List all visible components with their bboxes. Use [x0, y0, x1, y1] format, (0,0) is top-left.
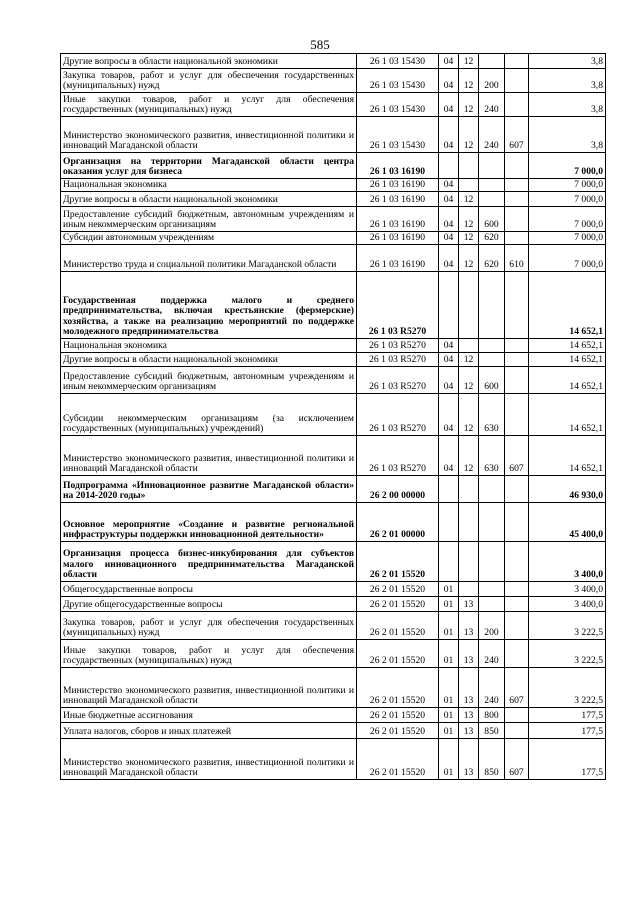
row-amount: 177,5	[529, 739, 606, 780]
row-administrator	[505, 367, 529, 394]
row-amount: 3 222,5	[529, 640, 606, 668]
row-name: Иные закупки товаров, работ и услуг для обеспечения государственных (муниципальных) нужд	[61, 93, 357, 117]
row-section: 04	[439, 192, 459, 207]
row-section: 01	[439, 668, 459, 708]
row-expense-type: 850	[479, 739, 505, 780]
row-administrator	[505, 582, 529, 597]
row-name: Предоставление субсидий бюджетным, автономным учреждениям и иным некоммерческим организациям	[61, 207, 357, 232]
row-amount: 14 652,1	[529, 272, 606, 339]
row-subsection	[459, 153, 479, 179]
row-amount: 3 400,0	[529, 542, 606, 582]
row-administrator	[505, 69, 529, 93]
row-amount: 3 222,5	[529, 668, 606, 708]
row-expense-type	[479, 542, 505, 582]
row-code: 26 1 03 R5270	[357, 394, 439, 436]
row-code: 26 1 03 R5270	[357, 436, 439, 476]
row-name: Субсидии автономным учреждениям	[61, 232, 357, 245]
row-code: 26 1 03 16190	[357, 153, 439, 179]
row-code: 26 1 03 16190	[357, 207, 439, 232]
row-expense-type	[479, 339, 505, 353]
row-code: 26 1 03 R5270	[357, 353, 439, 367]
row-code: 26 1 03 15430	[357, 93, 439, 117]
row-code: 26 2 01 15520	[357, 668, 439, 708]
row-subsection: 12	[459, 192, 479, 207]
row-subsection	[459, 179, 479, 192]
table-row	[61, 542, 606, 582]
row-amount: 7 000,0	[529, 245, 606, 272]
row-amount: 46 930,0	[529, 476, 606, 503]
row-subsection	[459, 542, 479, 582]
row-subsection: 12	[459, 207, 479, 232]
row-code: 26 2 01 00000	[357, 503, 439, 542]
row-administrator	[505, 232, 529, 245]
row-code: 26 2 01 15520	[357, 708, 439, 723]
row-subsection: 12	[459, 367, 479, 394]
row-administrator	[505, 272, 529, 339]
row-expense-type: 800	[479, 708, 505, 723]
row-amount: 3,8	[529, 93, 606, 117]
row-name: Основное мероприятие «Создание и развитие региональной инфраструктуры поддержки инновационной деятельности»	[61, 503, 357, 542]
row-code: 26 1 03 R5270	[357, 339, 439, 353]
row-amount: 14 652,1	[529, 353, 606, 367]
table-row	[61, 245, 606, 272]
row-expense-type	[479, 179, 505, 192]
row-administrator: 607	[505, 436, 529, 476]
row-expense-type: 240	[479, 640, 505, 668]
row-amount: 177,5	[529, 708, 606, 723]
row-amount: 7 000,0	[529, 232, 606, 245]
row-administrator	[505, 353, 529, 367]
row-section: 01	[439, 739, 459, 780]
row-code: 26 2 01 15520	[357, 542, 439, 582]
row-administrator	[505, 612, 529, 640]
row-code: 26 2 01 15520	[357, 739, 439, 780]
row-expense-type	[479, 192, 505, 207]
row-section: 01	[439, 612, 459, 640]
row-code: 26 2 01 15520	[357, 597, 439, 612]
row-amount: 3 222,5	[529, 612, 606, 640]
row-section: 04	[439, 436, 459, 476]
row-section: 04	[439, 339, 459, 353]
table-row	[61, 708, 606, 723]
row-name: Организация на территории Магаданской области центра оказания услуг для бизнеса	[61, 153, 357, 179]
row-section: 04	[439, 117, 459, 153]
row-section: 01	[439, 597, 459, 612]
row-administrator: 607	[505, 117, 529, 153]
row-name: Другие вопросы в области национальной экономики	[61, 192, 357, 207]
row-subsection: 12	[459, 232, 479, 245]
row-amount: 7 000,0	[529, 207, 606, 232]
row-subsection	[459, 476, 479, 503]
row-subsection: 12	[459, 69, 479, 93]
row-section: 01	[439, 723, 459, 739]
row-administrator	[505, 503, 529, 542]
row-amount: 177,5	[529, 723, 606, 739]
row-subsection: 13	[459, 739, 479, 780]
row-subsection: 12	[459, 436, 479, 476]
budget-table	[60, 53, 606, 780]
table-row	[61, 436, 606, 476]
table-row	[61, 367, 606, 394]
row-name: Министерство труда и социальной политики Магаданской области	[61, 245, 357, 272]
table-row	[61, 739, 606, 780]
row-name: Министерство экономического развития, инвестиционной политики и инноваций Магаданской области	[61, 739, 357, 780]
row-name: Иные закупки товаров, работ и услуг для обеспечения государственных (муниципальных) нужд	[61, 640, 357, 668]
row-amount: 3 400,0	[529, 582, 606, 597]
row-administrator	[505, 723, 529, 739]
row-administrator	[505, 542, 529, 582]
row-code: 26 2 00 00000	[357, 476, 439, 503]
row-subsection	[459, 503, 479, 542]
row-code: 26 2 01 15520	[357, 582, 439, 597]
row-section	[439, 476, 459, 503]
row-code: 26 1 03 16190	[357, 192, 439, 207]
table-row	[61, 179, 606, 192]
row-administrator	[505, 153, 529, 179]
table-row	[61, 503, 606, 542]
row-expense-type: 600	[479, 367, 505, 394]
row-name: Субсидии некоммерческим организациям (за исключением государственных (муниципальных) учреждений)	[61, 394, 357, 436]
row-name: Министерство экономического развития, инвестиционной политики и инноваций Магаданской области	[61, 436, 357, 476]
row-expense-type: 630	[479, 394, 505, 436]
row-expense-type	[479, 582, 505, 597]
table-row	[61, 117, 606, 153]
row-amount: 45 400,0	[529, 503, 606, 542]
row-name: Другие вопросы в области национальной экономики	[61, 353, 357, 367]
row-code: 26 1 03 R5270	[357, 272, 439, 339]
row-section: 01	[439, 640, 459, 668]
table-row	[61, 232, 606, 245]
row-subsection	[459, 272, 479, 339]
table-row	[61, 93, 606, 117]
row-code: 26 1 03 15430	[357, 117, 439, 153]
row-name: Предоставление субсидий бюджетным, автономным учреждениям и иным некоммерческим организациям	[61, 367, 357, 394]
table-row	[61, 582, 606, 597]
row-name: Организация процесса бизнес-инкубирования для субъектов малого инновационного предпринимательства Магаданской области	[61, 542, 357, 582]
row-name: Общегосударственные вопросы	[61, 582, 357, 597]
row-expense-type	[479, 503, 505, 542]
row-subsection: 13	[459, 723, 479, 739]
row-administrator	[505, 192, 529, 207]
row-amount: 3,8	[529, 54, 606, 69]
row-section: 01	[439, 582, 459, 597]
row-name: Государственная поддержка малого и среднего предпринимательства, включая крестьянские (фермерские) хозяйства, а также на реализацию мероприятий по поддержке молодежного предпринимательства	[61, 272, 357, 339]
row-expense-type: 240	[479, 93, 505, 117]
row-code: 26 1 03 16190	[357, 245, 439, 272]
row-section: 04	[439, 93, 459, 117]
row-section: 04	[439, 69, 459, 93]
row-expense-type	[479, 476, 505, 503]
row-administrator	[505, 54, 529, 69]
row-administrator	[505, 597, 529, 612]
row-expense-type: 240	[479, 117, 505, 153]
row-section	[439, 272, 459, 339]
row-expense-type	[479, 54, 505, 69]
row-amount: 7 000,0	[529, 153, 606, 179]
table-row	[61, 339, 606, 353]
table-row	[61, 192, 606, 207]
table-row	[61, 207, 606, 232]
row-expense-type: 600	[479, 207, 505, 232]
row-section	[439, 542, 459, 582]
table-row	[61, 353, 606, 367]
row-subsection: 12	[459, 245, 479, 272]
row-expense-type	[479, 597, 505, 612]
row-subsection: 13	[459, 668, 479, 708]
row-section: 04	[439, 394, 459, 436]
row-expense-type: 630	[479, 436, 505, 476]
table-row	[61, 476, 606, 503]
row-section	[439, 153, 459, 179]
row-name: Закупка товаров, работ и услуг для обеспечения государственных (муниципальных) нужд	[61, 612, 357, 640]
row-expense-type: 200	[479, 69, 505, 93]
row-amount: 14 652,1	[529, 339, 606, 353]
row-code: 26 2 01 15520	[357, 640, 439, 668]
row-name: Другие вопросы в области национальной экономики	[61, 54, 357, 69]
row-section: 01	[439, 708, 459, 723]
table-row	[61, 612, 606, 640]
row-code: 26 1 03 16190	[357, 232, 439, 245]
row-code: 26 1 03 16190	[357, 179, 439, 192]
row-subsection: 12	[459, 353, 479, 367]
row-administrator	[505, 708, 529, 723]
row-administrator	[505, 93, 529, 117]
row-name: Другие общегосударственные вопросы	[61, 597, 357, 612]
row-code: 26 2 01 15520	[357, 612, 439, 640]
row-section: 04	[439, 232, 459, 245]
row-name: Министерство экономического развития, инвестиционной политики и инноваций Магаданской области	[61, 117, 357, 153]
row-amount: 3 400,0	[529, 597, 606, 612]
row-amount: 3,8	[529, 117, 606, 153]
table-row	[61, 153, 606, 179]
row-code: 26 1 03 15430	[357, 69, 439, 93]
table-row	[61, 272, 606, 339]
table-row	[61, 597, 606, 612]
row-expense-type: 620	[479, 245, 505, 272]
row-amount: 7 000,0	[529, 179, 606, 192]
row-name: Закупка товаров, работ и услуг для обеспечения государственных (муниципальных) нужд	[61, 69, 357, 93]
table-row	[61, 394, 606, 436]
row-subsection: 13	[459, 708, 479, 723]
row-expense-type: 200	[479, 612, 505, 640]
row-section: 04	[439, 54, 459, 69]
row-name: Иные бюджетные ассигнования	[61, 708, 357, 723]
row-section: 04	[439, 245, 459, 272]
row-section	[439, 503, 459, 542]
row-administrator: 610	[505, 245, 529, 272]
row-expense-type: 620	[479, 232, 505, 245]
row-name: Подпрограмма «Инновационное развитие Магаданской области» на 2014-2020 годы»	[61, 476, 357, 503]
row-subsection: 12	[459, 93, 479, 117]
row-amount: 14 652,1	[529, 367, 606, 394]
row-subsection: 13	[459, 640, 479, 668]
row-administrator	[505, 640, 529, 668]
row-section: 04	[439, 353, 459, 367]
row-amount: 3,8	[529, 69, 606, 93]
row-administrator	[505, 394, 529, 436]
row-administrator	[505, 339, 529, 353]
table-row	[61, 69, 606, 93]
table-row	[61, 54, 606, 69]
row-expense-type: 850	[479, 723, 505, 739]
row-code: 26 1 03 15430	[357, 54, 439, 69]
row-expense-type	[479, 272, 505, 339]
row-section: 04	[439, 367, 459, 394]
row-amount: 7 000,0	[529, 192, 606, 207]
row-administrator: 607	[505, 668, 529, 708]
row-name: Уплата налогов, сборов и иных платежей	[61, 723, 357, 739]
row-expense-type	[479, 153, 505, 179]
table-row	[61, 723, 606, 739]
row-administrator: 607	[505, 739, 529, 780]
row-name: Национальная экономика	[61, 179, 357, 192]
row-subsection	[459, 339, 479, 353]
table-row	[61, 640, 606, 668]
row-section: 04	[439, 207, 459, 232]
row-expense-type	[479, 353, 505, 367]
table-row	[61, 668, 606, 708]
page-number: 585	[310, 37, 330, 52]
row-code: 26 2 01 15520	[357, 723, 439, 739]
row-amount: 14 652,1	[529, 394, 606, 436]
row-administrator	[505, 207, 529, 232]
row-expense-type: 240	[479, 668, 505, 708]
row-subsection	[459, 582, 479, 597]
row-subsection: 13	[459, 612, 479, 640]
row-administrator	[505, 179, 529, 192]
row-section: 04	[439, 179, 459, 192]
row-subsection: 12	[459, 117, 479, 153]
row-code: 26 1 03 R5270	[357, 367, 439, 394]
row-name: Национальная экономика	[61, 339, 357, 353]
row-administrator	[505, 476, 529, 503]
row-subsection: 12	[459, 54, 479, 69]
row-subsection: 13	[459, 597, 479, 612]
row-name: Министерство экономического развития, инвестиционной политики и инноваций Магаданской области	[61, 668, 357, 708]
row-subsection: 12	[459, 394, 479, 436]
row-amount: 14 652,1	[529, 436, 606, 476]
